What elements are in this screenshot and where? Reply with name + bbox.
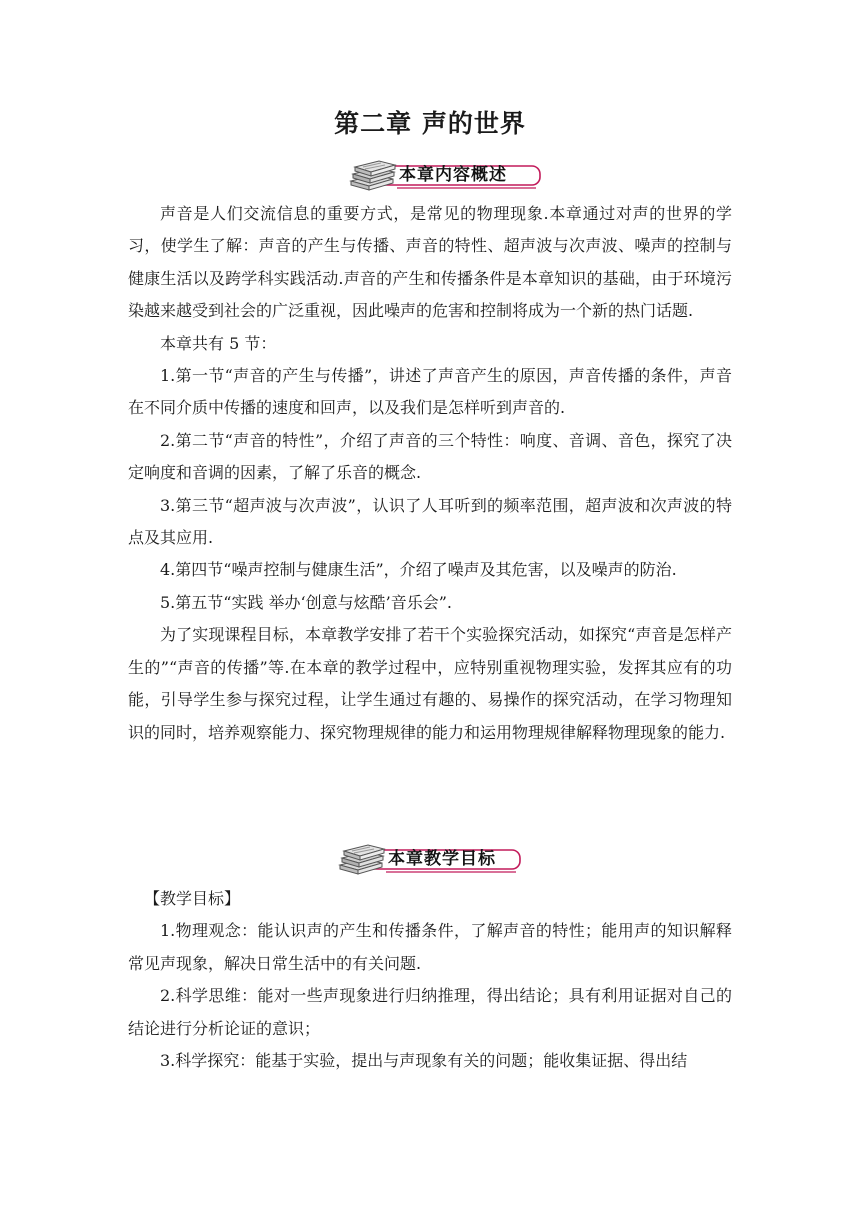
paragraph: 本章共有 5 节： xyxy=(160,333,277,353)
objectives-heading: 【教学目标】 xyxy=(144,889,241,908)
paragraph: 4.第四节“噪声控制与健康生活”，介绍了噪声及其危害，以及噪声的防治. xyxy=(160,560,677,580)
chapter-title: 第二章 声的世界 xyxy=(334,109,526,138)
paragraph: 2.科学思维：能对一些声现象进行归纳推理，得出结论；具有利用证据对自己的结论进行分析论证的意识； xyxy=(128,986,732,1038)
overview-text-block xyxy=(128,198,732,749)
paragraph: 声音是人们交流信息的重要方式，是常见的物理现象.本章通过对声的世界的学习，使学生了解：声音的产生与传播、声音的特性、超声波与次声波、噪声的控制与健康生活以及跨学科实践活动.声音的产生和传播条件是本章知识的基础，由于环境污染越来越受到社会的广泛重视，因此噪声的危害和控制将成为一个新的热门话题. xyxy=(128,204,732,321)
banner-label: 本章内容概述 xyxy=(399,165,507,185)
banner-label: 本章教学目标 xyxy=(388,849,496,869)
paragraph: 3.第三节“超声波与次声波”，认识了人耳听到的频率范围，超声波和次声波的特点及其应用. xyxy=(128,495,732,548)
section-banner-objectives xyxy=(330,841,570,877)
paragraph: 2.第二节“声音的特性”，介绍了声音的三个特性：响度、音调、音色，探究了决定响度和音调的因素，了解了乐音的概念. xyxy=(128,430,732,483)
paragraph: 1.物理观念：能认识声的产生和传播条件，了解声音的特性；能用声的知识解释常见声现象，解决日常生活中的有关问题. xyxy=(128,921,732,973)
paragraph: 为了实现课程目标，本章教学安排了若干个实验探究活动，如探究“声音是怎样产生的”“声音的传播”等.在本章的教学过程中，应特别重视物理实验，发挥其应有的功能，引导学生参与探究过程，让学生通过有趣的、易操作的探究活动，在学习物理知识的同时，培养观察能力、探究物理规律的能力和运用物理规律解释物理现象的能力. xyxy=(128,625,732,742)
paragraph: 5.第五节“实践 举办‘创意与炫酷’音乐会”. xyxy=(160,592,452,612)
section-banner-overview xyxy=(341,157,581,193)
objectives-text-block xyxy=(128,883,732,1077)
paragraph: 1.第一节“声音的产生与传播”，讲述了声音产生的原因，声音传播的条件，声音在不同介质中传播的速度和回声，以及我们是怎样听到声音的. xyxy=(128,366,732,418)
paragraph: 3.科学探究：能基于实验，提出与声现象有关的问题；能收集证据、得出结 xyxy=(160,1051,688,1071)
